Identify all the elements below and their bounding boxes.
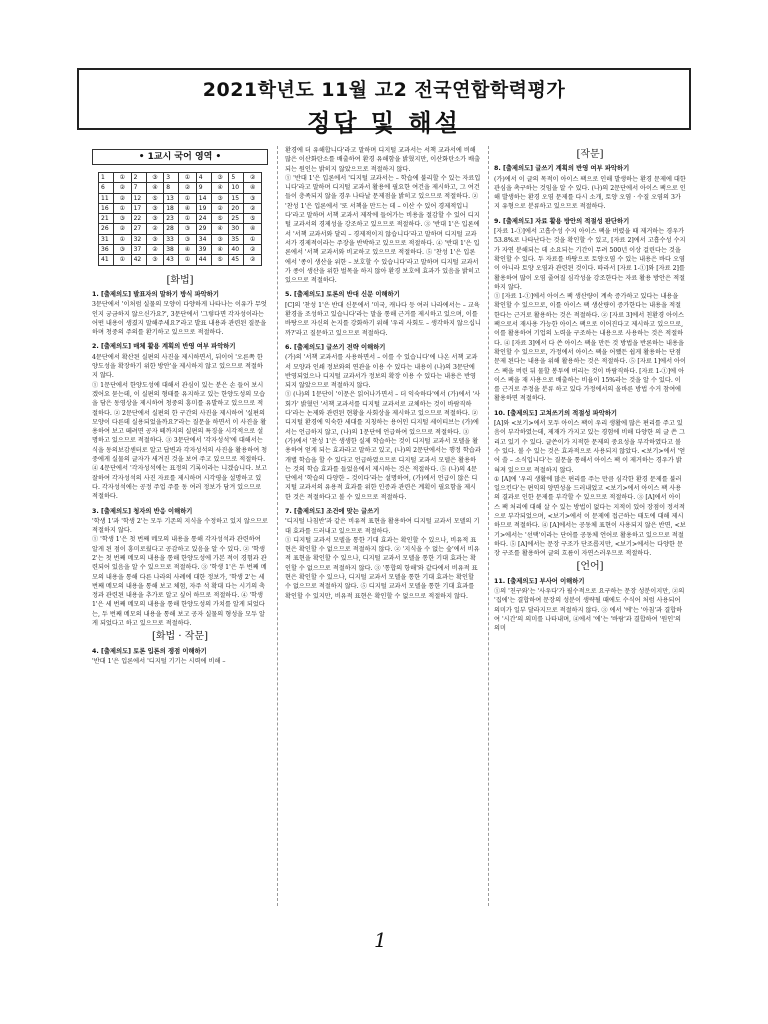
answer-choice: ② bbox=[211, 203, 229, 213]
question-number: 13 bbox=[164, 193, 179, 203]
answer-choice: ③ bbox=[211, 173, 229, 183]
question-title: 6. [출제의도] 글쓰기 전략 이해하기 bbox=[285, 343, 386, 351]
explanation-text: 3문단에서 '이처럼 실물의 모양이 다양하게 나타나는 이유가 무엇인지 궁금하지 않으신가요?', 3문단에서 '그렇다면 각자성이라는 어떤 내용이 생겼지 말해주세요?'라고 발표 내용과 관련된 질문을 하며 청중의 주의를 환기하고 있으므로 적절하다. bbox=[92, 301, 267, 337]
answer-choice: ① bbox=[179, 193, 197, 203]
question-number: 24 bbox=[196, 214, 211, 224]
answer-choice: ⑤ bbox=[211, 214, 229, 224]
subject-label: • 1교시 국어 영역 • bbox=[92, 149, 268, 165]
question-number: 33 bbox=[164, 234, 179, 244]
answer-choice: ③ bbox=[179, 224, 197, 234]
answer-choice: ④ bbox=[244, 224, 262, 234]
question-number: 3 bbox=[164, 173, 179, 183]
explanation-text: 환경에 더 유해합니다'라고 말하며 디지털 교과서는 서책 교과서에 비해 많은 이산화탄소를 배출하여 환경 유해함을 밝혔지만, 이산화탄소가 배출되는 원인는 밝히지 않았으므로 적절하지 않다. bbox=[285, 147, 481, 173]
section-heading: [화법 · 작문] bbox=[152, 631, 208, 643]
question-number: 31 bbox=[99, 234, 114, 244]
question-number: 1 bbox=[99, 173, 114, 183]
answer-choice: ① bbox=[244, 234, 262, 244]
question-number: 5 bbox=[229, 173, 244, 183]
explanation-text: ① (나)의 1문단이 '이문은 읽어나가면서 – 더 익숙하다'에서 (가)에서 '사회가' 밝혔던 '서책 교과서를 디지털 교과서로 교체하는 것이 바람직하다'라는 논제와 관련된 현황을 사회상을 제시하고 있으므로 적절하다. ② 디지털 환경에 익숙한 세대를 지칭하는 용어인 디지털 세이티브는 (가)에서는 언급하지 않고, (나)의 1문단에 언급하여 있으므로 적절하다. ③ (가)에서 '찬성 1'은 생생한 실제 학습하는 것이 디지털 교과서 모델을 활용하여 얻게 되는 효과라고 말하고 있고, (나)의 2문단에서는 행정 학습과 개별 학습을 할 수 있다고 언급하였으므로 디지털 교과서 모델은 활용하는 것의 학습 효과를 들었음에서 제시하는 것은 적절하다. ⑤ (나)의 4문단에서 '학습의 다양한 – 것이다'라는 설명하여, (가)에서 언급이 않은 디지털 교과서의 유용적 효과를 위한 인증과 관련은 계획이 필요함을 제시한 것은 적절하다고 볼 수 있으므로 적절하다. bbox=[285, 391, 481, 501]
column-left bbox=[92, 146, 268, 906]
answer-choice: ① bbox=[114, 203, 132, 213]
question-title: 2. [출제의도] 매체 활용 계획의 반영 여부 파악하기 bbox=[92, 343, 236, 351]
explanation-text: 4문단에서 확산된 실편의 사진을 제시하면서, 뒤이어 '오른쪽 한양도성을 확장하기 위한 방안'을 제시하지 않고 있으므로 적절하지 않다. bbox=[92, 353, 263, 380]
question-number: 8 bbox=[164, 183, 179, 193]
answer-key-row bbox=[99, 224, 262, 234]
question-number: 7 bbox=[131, 183, 146, 193]
explanation-text: [A]와 <보기>에서 모두 아이스 팩이 우리 생활에 많은 편리를 주고 있음이 부각하였는데, 제재가 가지고 있는 경험에 비해 다양한 의 글 쓴 그리고 있기 수 있다. 글쓴이가 지적한 문제의 중요성을 부각하였다고 볼 수 있다. 볼 수 있는 것은 효과적으로 사용되지 않았다. <보기>에서 '얻어 쓸 – 소식입니다'는 질문을 통해서 아이스 팩 이 제거하는 경우가 밝혀져 있으므로 적절하지 않다. bbox=[494, 420, 686, 474]
section-heading: [언어] bbox=[576, 561, 604, 573]
answer-choice: ② bbox=[114, 224, 132, 234]
question-number: 6 bbox=[99, 183, 114, 193]
question-number: 16 bbox=[99, 203, 114, 213]
answer-key-table bbox=[98, 172, 262, 266]
explanation-text: ① 1문단에서 한양도성에 대해서 관심이 있는 분은 손 들어 보시겠어요 묻는데, 이 실편의 형태를 유지하고 있는 한양도성의 모습을 담은 동영상을 제시하여 청중의 흥미를 유발하고 있으므로 적절하다. ② 2문단에서 실편의 한 구간의 사진을 제시하여 '실편의 모양이 다른데 실용되었을까요?'라는 질문을 하면서 이 사진을 활용하여 보고 떼려면 공자 떼까지의 실편의 특징을 시각적으로 설명하고 있으므로 적절하다. ③ 3문단에서 '각자성석'에 대해서는 식을 동의보감센터로 알고 답변과 각자성석의 사진을 활용하여 청중에게 실물의 글자가 새겨진 것을 보여 주고 있으므로 적절하다. ④ 4문단에서 '각자성석에는 표정의 기록이라는 니겠습니다. 보고 잘하여 각자성석의 사진 자료를 제시하며 시각평을 설명하고 있다. 각자성석에는 공정 주업 주를 동 여러 정보가 담겨 있으므로 적절하다. bbox=[92, 381, 268, 501]
answer-choice: ③ bbox=[179, 234, 197, 244]
answer-choice: ② bbox=[244, 203, 262, 213]
answer-key-row bbox=[99, 203, 262, 213]
explanation-text: ① 디지털 교과서 모델을 통한 기대 효과는 확인할 수 있으나, 비유적 표현은 확인할 수 없으므로 적절하지 않다. ② '지식을 수 없는 숲'에서 비유적 표현을 확인할 수 있으나, 디지털 교과서 모델을 통한 기대 효과는 확인할 수 없으므로 적절하지 않다. ③ '통합의 항해'와 같다에서 비유적 표현은 확인할 수 있으나, 디지털 교과서 모델을 통한 기대 효과는 확인할 수 없으므로 적절하지 않다. ⑤ 디지털 교과서 모델을 통한 기대 효과를 확인할 수 있지만, 비유적 표현은 확인할 수 없으므로 적절하지 않다. bbox=[285, 536, 480, 600]
question-number: 15 bbox=[229, 193, 244, 203]
answer-choice: ② bbox=[244, 245, 262, 255]
question-title: 11. [출제의도] 부사어 이해하기 bbox=[494, 577, 585, 585]
section-heading: [화법] bbox=[166, 274, 194, 286]
answer-choice: ③ bbox=[211, 234, 229, 244]
explanation-text: [C]의 '찬성 1'은 반대 신문에서 '미국, 캐나다 등 여러 나라에서는 – 교육 환경을 조성하고 있습니다'라는 말을 통해 근거를 제시하고 있으며, 이를 바탕으로 자신의 논지를 강화하기 위해 '우리 사회도 – 생각하지 않으십니까?'라고 질문하고 있으므로 적절하다. bbox=[285, 301, 481, 337]
answer-choice: ② bbox=[114, 193, 132, 203]
answer-choice: ② bbox=[114, 183, 132, 193]
answer-choice: ① bbox=[114, 234, 132, 244]
question-number: 18 bbox=[164, 203, 179, 213]
question-number: 35 bbox=[229, 234, 244, 244]
answer-key-row bbox=[99, 234, 262, 244]
answer-choice: ③ bbox=[114, 245, 132, 255]
answer-explanation-title: 정답 및 해설 bbox=[307, 109, 461, 137]
question-title: 4. [출제의도] 토론 입론의 쟁점 이해하기 bbox=[92, 647, 207, 655]
question-number: 30 bbox=[229, 224, 244, 234]
question-title: 8. [출제의도] 글쓰기 계획의 반영 여부 파악하기 bbox=[494, 165, 630, 173]
answer-choice: ⑤ bbox=[146, 193, 164, 203]
question-number: 43 bbox=[164, 255, 179, 265]
question-number: 29 bbox=[196, 224, 211, 234]
answer-choice: ② bbox=[146, 245, 164, 255]
question-number: 39 bbox=[196, 245, 211, 255]
answer-choice: ④ bbox=[211, 183, 229, 193]
column-middle bbox=[285, 146, 481, 908]
question-number: 41 bbox=[99, 255, 114, 265]
page-number: 1 bbox=[374, 928, 387, 952]
answer-choice: ① bbox=[114, 173, 132, 183]
question-number: 4 bbox=[196, 173, 211, 183]
answer-choice: ① bbox=[179, 214, 197, 224]
answer-choice: ① bbox=[179, 255, 197, 265]
answer-key-row bbox=[99, 173, 262, 183]
question-number: 26 bbox=[99, 224, 114, 234]
question-number: 23 bbox=[164, 214, 179, 224]
explanation-text: '반대 1'은 입론에서 '디지털 기기는 시력에 비해 – bbox=[92, 657, 226, 665]
explanation-text: ① '학생 1'은 첫 번째 메모의 내용을 통해 각자성석과 관련하여 알게 된 점이 흥미로웠다고 공감하고 있음을 알 수 있다. ② '학생 2'는 첫 번째 메모의 내용을 통해 한양도성에 가본 적이 경험과 관련되어 있음을 알 수 있으므로 적절하다. ③ '학생 1'은 두 번째 메모의 내용을 통해 다른 나라의 사례에 대한 정보가, '학생 2'는 세 번째 메모의 내용을 통해 보고 체험, 자주 석 확대 다는 시기의 축정과 관련된 내용을 추가로 알고 싶어 하므로 적절하다. ④ '학생 1'은 세 번째 메모의 내용을 통해 한양도성의 가치를 알게 되었다는, 두 번째 메모의 내용을 통해 보고 공자 실물의 형성을 모두 알게 되었다고 하고 있으므로 적절하다. bbox=[92, 536, 267, 628]
question-number: 37 bbox=[131, 245, 146, 255]
question-number: 45 bbox=[229, 255, 244, 265]
question-number: 27 bbox=[131, 224, 146, 234]
question-number: 40 bbox=[229, 245, 244, 255]
answer-key-row bbox=[99, 245, 262, 255]
answer-choice: ④ bbox=[179, 203, 197, 213]
question-number: 20 bbox=[229, 203, 244, 213]
explanation-text: '학생 1'과 '학생 2'는 모두 기존의 지식을 수정하고 있지 않으므로 적절하지 않다. bbox=[92, 517, 268, 535]
explanation-text: ① [자료 1-①]에서 아이스 팩 생산량이 계속 증가하고 있다는 내용을 확인할 수 있으므로, 이를 아이스 팩 생산량이 증가한다는 내용을 적절한다는 근거로 활용하는 것은 적절하다. ② [자료 3]에서 친환경 아이스 팩으로서 재사용 가능한 아이스 팩으로 이어진다고 제시하고 있으므로, 이를 활용하여 기업의 노력을 구조하는 내용으로 사용하는 것은 적절하다. ④ [자료 3]에서 다 쓴 아이스 팩을 만든 것 방법을 반론하는 내용을 확인할 수 있으므로, 가정에서 아이스 팩을 어쨌든 쉽게 활용하는 단점 문제 된다는 내용을 위해 활용하는 것은 적절하다. ⑤ [자료 1]에서 아이스 팩을 버린 뒤 물할 봉투에 버리는 것이 바람직하다. [자료 1-①]에 아이스 팩을 재 사용으로 배출하는 비율이 15%라는 것을 알 수 있다. 이를 근거로 주정을 분류 하고 있다 가정에서의 올바른 방법 수거 참여에 활용하면 적절하다. bbox=[494, 293, 686, 403]
question-number: 14 bbox=[196, 193, 211, 203]
question-number: 34 bbox=[196, 234, 211, 244]
question-number: 10 bbox=[229, 183, 244, 193]
question-number: 38 bbox=[164, 245, 179, 255]
answer-choice: ③ bbox=[146, 255, 164, 265]
question-number: 9 bbox=[196, 183, 211, 193]
question-title: 9. [출제의도] 자료 활용 방안의 적절성 판단하기 bbox=[494, 217, 630, 225]
answer-key-row bbox=[99, 255, 262, 265]
column-right bbox=[494, 146, 686, 906]
explanation-text: ① '반대 1'은 입론에서 '디지털 교과서는 – 학습에 불리할 수 있는 자료입니다'라고 말하며 디지털 교과서 활용에 필요한 여건을 제시하고, 그 여건들이 충족되지 않을 경우 나타날 문제점을 밝히고 있으므로 적절하다. ② '찬성 1'은 입론에서 '또 서책을 만드는 데 – 이산 수 있어 경제적입니다'라고 말하며 서책 교과서 제작에 들어가는 비용을 절감할 수 있어 디지털 교과서의 경제성을 강조하고 있으므로 적절하다. ③ '반대 1'은 입론에서 '서책 교과서와 달리 – 경제적이지 않습니다'라고 말하며 디지털 교과서가 경제적이라는 주장을 반박하고 있으므로 적절하다. ④ '반대 1'은 입론에서 '서책 교과서와 비교하고 있으므로 적절하다. ⑤ '찬성 1'은 입론에서 '종이 생산을 위한 – 보호할 수 있습니다'라고 말하며 디지털 교과서가 종이 생산을 위한 벌목을 하지 않아 환경 보호에 효과가 있음을 밝히고 있으므로 적절하다. bbox=[285, 174, 481, 285]
question-number: 22 bbox=[131, 214, 146, 224]
answer-choice: ③ bbox=[146, 234, 164, 244]
question-number: 32 bbox=[131, 234, 146, 244]
explanation-text: (가)에서 이 글의 목적이 아이스 팩으로 인해 발생하는 환경 문제에 대한 관심을 촉구하는 것임을 알 수 있다. (나)의 2문단에서 아이스 팩으로 인해 발생하는 환경 오염 문제를 다시 소개, 토양 오염 · 수질 오염의 3가지 유형으로 분류하고 있으므로 적절하다. bbox=[494, 175, 686, 211]
answer-choice: ③ bbox=[244, 193, 262, 203]
question-number: 12 bbox=[131, 193, 146, 203]
answer-choice: ① bbox=[114, 255, 132, 265]
answer-choice: ③ bbox=[146, 203, 164, 213]
question-number: 44 bbox=[196, 255, 211, 265]
question-title: 5. [출제의도] 토론의 반대 신문 이해하기 bbox=[285, 291, 400, 299]
question-number: 25 bbox=[229, 214, 244, 224]
question-title: 1. [출제의도] 발표자의 말하기 방식 파악하기 bbox=[92, 290, 219, 298]
column-divider bbox=[277, 146, 278, 906]
answer-choice: ④ bbox=[211, 245, 229, 255]
document-title-box bbox=[77, 68, 691, 137]
answer-choice: ③ bbox=[211, 193, 229, 203]
answer-choice: ① bbox=[179, 173, 197, 183]
answer-choice: ⑤ bbox=[244, 214, 262, 224]
exam-title: 2021학년도 11월 고2 전국연합학력평가 bbox=[202, 79, 566, 101]
question-title: 10. [출제의도] 고쳐쓰기의 적절성 파악하기 bbox=[494, 409, 618, 417]
answer-choice: ② bbox=[244, 255, 262, 265]
answer-choice: ④ bbox=[244, 183, 262, 193]
question-number: 36 bbox=[99, 245, 114, 255]
question-title: 7. [출제의도] 조건에 맞는 글쓰기 bbox=[285, 507, 380, 515]
question-number: 19 bbox=[196, 203, 211, 213]
question-number: 28 bbox=[164, 224, 179, 234]
answer-choice: ④ bbox=[211, 224, 229, 234]
explanation-text: ① [A]에 '우리 생활에 많은 편리를 주는 만큼 심각한 환경 문제를 불러일으킨다'는 편익의 양면성을 드러내었고 <보기>에서 아이스 팩 사용의 결과로 인한 문제를 부각할 수 있으므로 적절하다. ③ [A]에서 아이스 팩 처리에 대해 살 수 있는 방법이 없다는 지적이 있어 장점이 정서적으로 부각되었으며, <보기>에서 이 문제에 접근하는 태도에 대해 제시하므로 적절하다. ④ [A]에서는 공동체 표현이 사용되지 않은 반면, <보기>에서는 '선택'이라는 단어를 공동체 언어로 활용하고 있으므로 적절하다. ⑤ [A]에서는 문장 구조가 단조롭지만, <보기>에서는 다양한 문장 구조를 활용하여 글의 흐름이 자연스러우므로 적절하다. bbox=[494, 475, 686, 558]
answer-key-row bbox=[99, 193, 262, 203]
answer-choice: ③ bbox=[114, 214, 132, 224]
answer-choice: ③ bbox=[146, 173, 164, 183]
explanation-text: '디지털 나침반'과 같은 비유적 표현을 활용하여 디지털 교과서 모델의 기대 효과를 드러내고 있으므로 적절하다. bbox=[285, 518, 480, 535]
question-number: 2 bbox=[131, 173, 146, 183]
question-number: 17 bbox=[131, 203, 146, 213]
answer-choice: ④ bbox=[179, 245, 197, 255]
question-number: 42 bbox=[131, 255, 146, 265]
question-number: 11 bbox=[99, 193, 114, 203]
answer-key-row bbox=[99, 183, 262, 193]
section-heading: [작문] bbox=[576, 149, 604, 160]
question-title: 3. [출제의도] 청자의 반응 이해하기 bbox=[92, 507, 193, 515]
column-divider bbox=[488, 146, 489, 906]
explanation-text: ①의 '친구와'는 '사우다'가 필수적으로 요구하는 문장 성분이지만, ②의 '집에'는 결합하여 문장의 성분이 생략될 때에도 수식어 처럼 사용되어 의미가 일부 달라지므로 적절하지 않다. ③ 에서 '에'는 '아침'과 결합하여 '시간'의 의미를 나타내며, ④에서 '에'는 '바람'과 결합하여 '원인'의 의미 bbox=[494, 588, 685, 633]
question-number: 21 bbox=[99, 214, 114, 224]
answer-choice: ② bbox=[179, 183, 197, 193]
answer-key-row bbox=[99, 214, 262, 224]
answer-choice: ② bbox=[244, 173, 262, 183]
explanation-text: (가)의 '서책 교과서를 사용하면서 – 이를 수 있습니다'에 나온 서책 교과서 모양과 인쇄 정보와의 연관을 이용 수 있다는 내용이 (나)의 3문단에 반영되었으나 디지털 교과서가 정보의 확장 이용 수 있다는 내용은 반영되지 않았으므로 적절하지 않다. bbox=[285, 354, 478, 390]
answer-choice: ③ bbox=[146, 214, 164, 224]
answer-choice: ④ bbox=[146, 183, 164, 193]
answer-choice: ② bbox=[146, 224, 164, 234]
explanation-text: [자료 1-①]에서 고흡수성 수지 아이스 팩을 버렸을 때 제거하는 경우가 53.8%로 나타난다는 것을 확인할 수 있고, [자료 2]에서 고흡수성 수지가 자연 분해되는 데 소요되는 기간이 무려 500년 이상 걸린다는 것을 확인할 수 있다. 두 자료를 바탕으로 토양오염 수 있는 내용은 바다 오염이 아니라 토양 오염과 관련된 것이다. 따라서 [자료 1-①]와 [자료 2]를 활용하여 많이 오염 줄여질 심각성을 강조한다는 자료 활용 방안은 적절하지 않다. bbox=[494, 228, 686, 291]
answer-choice: ⑤ bbox=[211, 255, 229, 265]
